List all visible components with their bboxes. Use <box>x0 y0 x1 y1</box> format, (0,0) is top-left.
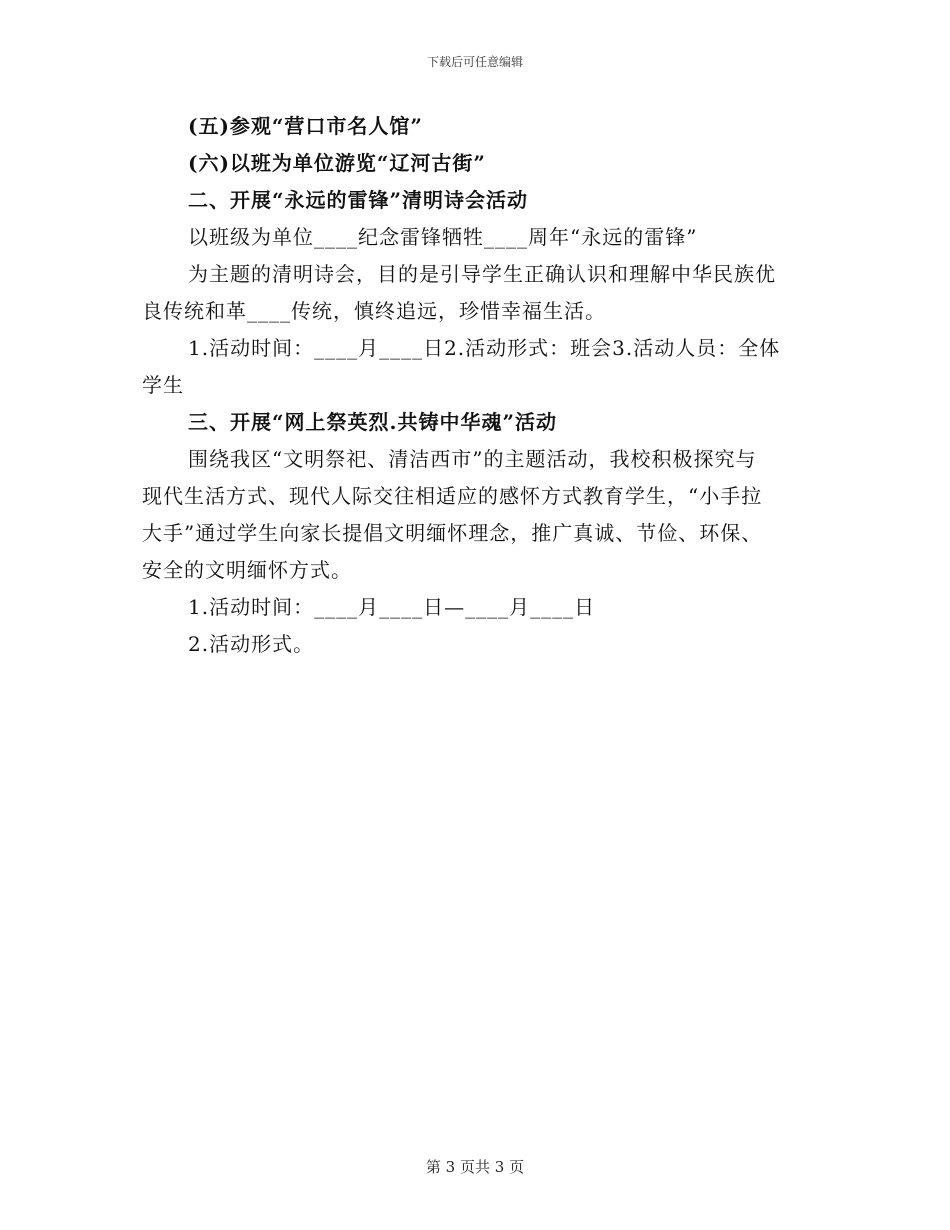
item-visit-street: (六)以班为单位游览“辽河古街” <box>188 151 486 175</box>
paragraph-line: 现代生活方式、现代人际交往相适应的感怀方式教育学生，“小手拉 <box>142 484 763 508</box>
section-heading-3: 三、开展“网上祭英烈.共铸中华魂”活动 <box>188 410 557 434</box>
paragraph-line: 安全的文明缅怀方式。 <box>142 558 352 582</box>
page-footer: 第 3 页共 3 页 <box>425 1158 525 1176</box>
paragraph-line: 大手”通过学生向家长提倡文明缅怀理念，推广真诚、节俭、环保、 <box>142 521 763 545</box>
paragraph-line: 学生 <box>142 373 184 397</box>
activity-form-line: 2.活动形式。 <box>188 632 315 656</box>
paragraph-line: 以班级为单位____纪念雷锋牺牲____周年“永远的雷锋” <box>188 225 698 249</box>
activity-time-line: 1.活动时间：____月____日—____月____日 <box>188 595 596 619</box>
document-body <box>142 108 810 663</box>
paragraph-line: 围绕我区“文明祭祀、清洁西市”的主题活动，我校积极探究与 <box>188 447 757 471</box>
item-visit-museum: (五)参观“营口市名人馆” <box>188 114 423 138</box>
paragraph-line: 为主题的清明诗会，目的是引导学生正确认识和理解中华民族优 <box>188 262 776 286</box>
paragraph-line: 良传统和革____传统，慎终追远，珍惜幸福生活。 <box>142 299 606 323</box>
activity-info-line: 1.活动时间：____月____日2.活动形式：班会3.活动人员：全体 <box>188 336 781 360</box>
page-header: 下载后可任意编辑 <box>426 55 523 69</box>
section-heading-2: 二、开展“永远的雷锋”清明诗会活动 <box>188 188 529 212</box>
